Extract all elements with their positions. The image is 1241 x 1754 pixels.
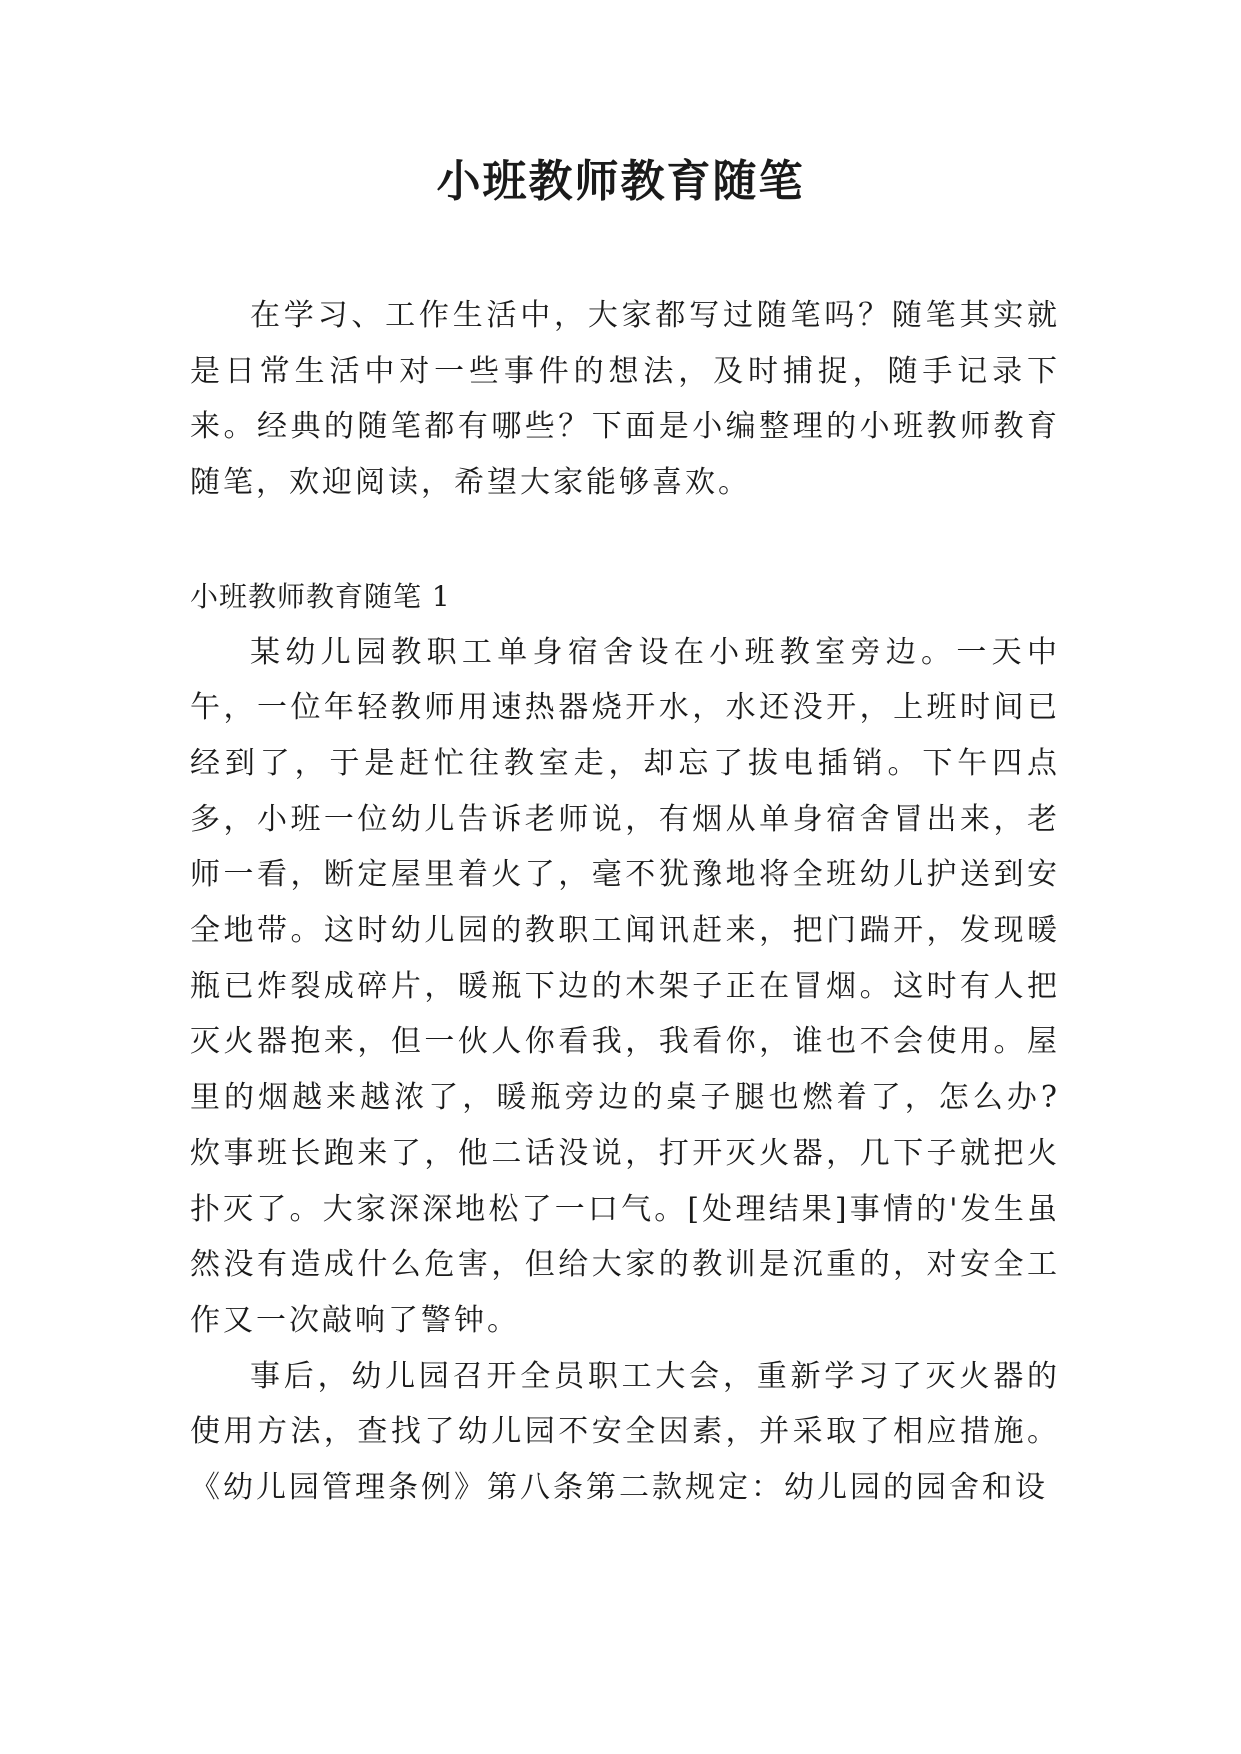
- section-heading: 小班教师教育随笔 1: [190, 579, 451, 613]
- document-body: [190, 288, 1060, 1516]
- section-paragraph-2: 事后，幼儿园召开全员职工大会，重新学习了灭火器的使用方法，查找了幼儿园不安全因素，并采取了相应措施。《幼儿园管理条例》第八条第二款规定：幼儿园的园舍和设: [190, 1358, 1060, 1506]
- document-title: 小班教师教育随笔: [436, 156, 805, 207]
- intro-paragraph: 在学习、工作生活中，大家都写过随笔吗？随笔其实就是日常生活中对一些事件的想法，及时捕捉，随手记录下来。经典的随笔都有哪些？下面是小编整理的小班教师教育随笔，欢迎阅读，希望大家能够喜欢。: [190, 298, 1060, 501]
- section-paragraph-1: 某幼儿园教职工单身宿舍设在小班教室旁边。一天中午，一位年轻教师用速热器烧开水，水还没开，上班时间已经到了，于是赶忙往教室走，却忘了拔电插销。下午四点多，小班一位幼儿告诉老师说，有烟从单身宿舍冒出来，老师一看，断定屋里着火了，毫不犹豫地将全班幼儿护送到安全地带。这时幼儿园的教职工闻讯赶来，把门踹开，发现暖瓶已炸裂成碎片，暖瓶下边的木架子正在冒烟。这时有人把灭火器抱来，但一伙人你看我，我看你，谁也不会使用。屋里的烟越来越浓了，暖瓶旁边的桌子腿也燃着了，怎么办?炊事班长跑来了，他二话没说，打开灭火器，几下子就把火扑灭了。大家深深地松了一口气。[处理结果]事情的'发生虽然没有造成什么危害，但给大家的教训是沉重的，对安全工作又一次敲响了警钟。: [190, 634, 1060, 1338]
- section-1: [190, 569, 1060, 1516]
